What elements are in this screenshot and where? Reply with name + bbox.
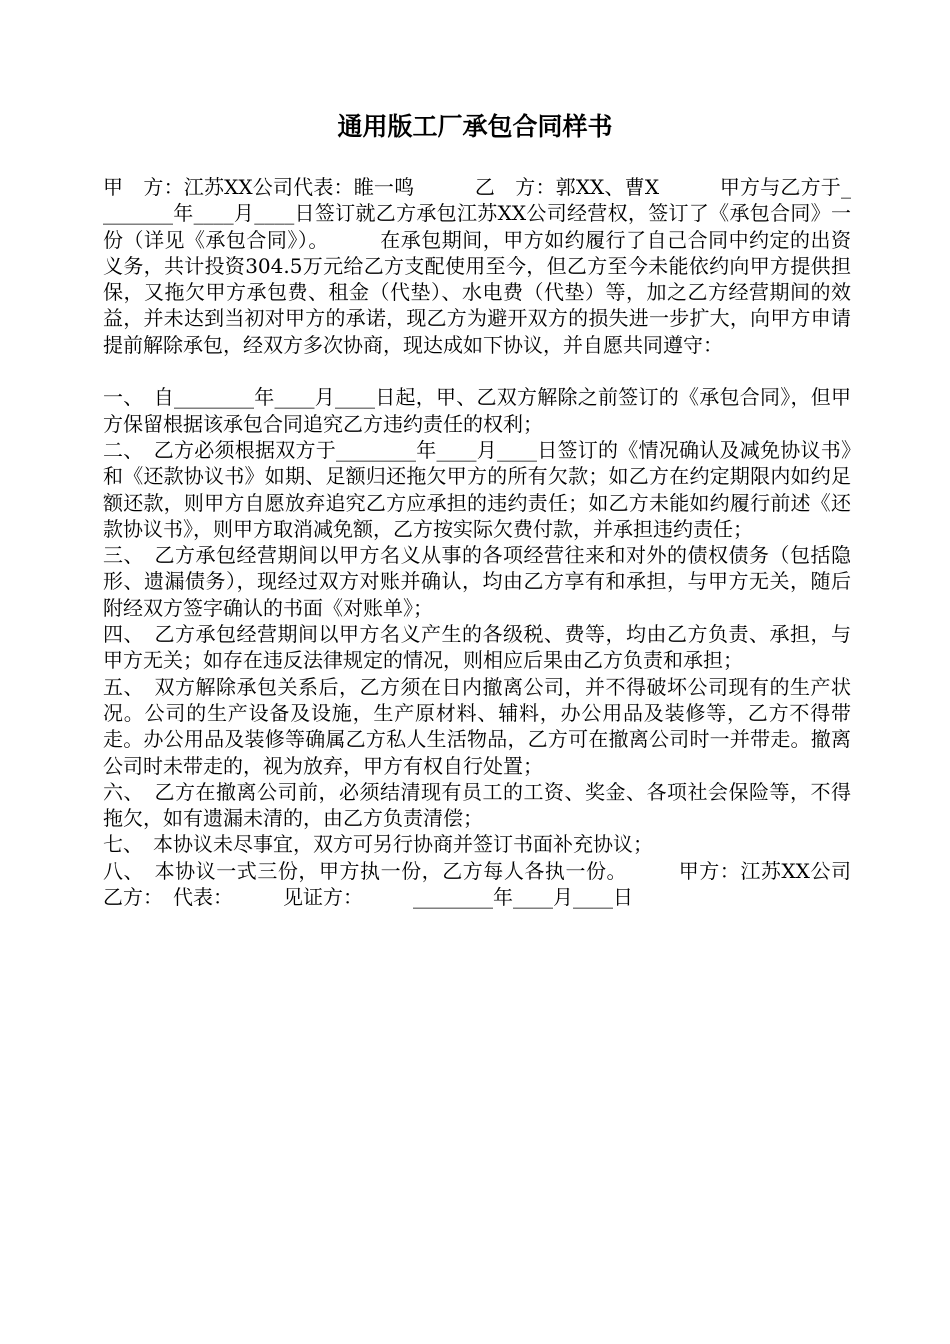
document-title: 通用版工厂承包合同样书 xyxy=(337,112,613,141)
preamble-paragraph: 甲 方：江苏XX公司代表：睢一鸣 乙 方：郭XX、曹X 甲方与乙方于________年____月____日签订就乙方承包江苏XX公司经营权，签订了《承包合同》一份（详见《承包合同》）。 在承包期间，甲方如约履行了自己合同中约定的出资义务，共计投资304.5万元给乙方支配使用至今，但乙方至今未能依约向甲方提供担保，又拖欠甲方承包费、租金（代垫）、水电费（代垫）等，加之乙方经营期间的效益，并未达到当初对甲方的承诺，现乙方为避开双方的损失进一步扩大，向甲方申请提前解除承包，经双方多次协商，现达成如下协议，并自愿共同遵守： xyxy=(103,175,851,357)
clause-2: 二、 乙方必须根据双方于________年____月____日签订的《情况确认及减免协议书》和《还款协议书》如期、足额归还拖欠甲方的所有欠款；如乙方在约定期限内如约足额还款，则甲方自愿放弃追究乙方应承担的违约责任；如乙方未能如约履行前述《还款协议书》，则甲方取消减免额，乙方按实际欠费付款，并承担违约责任； xyxy=(103,437,851,541)
clause-8-signatures: 八、 本协议一式三份，甲方执一份，乙方每人各执一份。 甲方：江苏XX公司 乙方： 代表： 见证方： ________年____月____日 xyxy=(103,858,871,910)
clause-7: 七、 本协议未尽事宜，双方可另行协商并签订书面补充协议； xyxy=(103,832,653,857)
document-body xyxy=(103,174,871,910)
clause-3: 三、 乙方承包经营期间以甲方名义从事的各项经营往来和对外的债权债务（包括隐形、遗漏债务），现经过双方对账并确认，均由乙方享有和承担，与甲方无关，随后附经双方签字确认的书面《对账单》； xyxy=(103,543,851,620)
clause-1: 一、 自________年____月____日起，甲、乙双方解除之前签订的《承包合同》，但甲方保留根据该承包合同追究乙方违约责任的权利； xyxy=(103,385,851,436)
clause-4: 四、 乙方承包经营期间以甲方名义产生的各级税、费等，均由乙方负责、承担，与甲方无关；如存在违反法律规定的情况，则相应后果由乙方负责和承担； xyxy=(103,622,851,673)
clause-6: 六、 乙方在撤离公司前，必须结清现有员工的工资、奖金、各项社会保险等，不得拖欠，如有遗漏未清的，由乙方负责清偿； xyxy=(103,779,851,831)
paragraph-spacer xyxy=(103,358,851,384)
clause-5: 五、 双方解除承包关系后，乙方须在日内撤离公司，并不得破坏公司现有的生产状况。公司的生产设备及设施，生产原材料、辅料，办公用品及装修等，乙方不得带走。办公用品及装修等确属乙方私人生活物品，乙方可在撤离公司时一并带走。撤离公司时未带走的，视为放弃，甲方有权自行处置； xyxy=(103,674,851,778)
